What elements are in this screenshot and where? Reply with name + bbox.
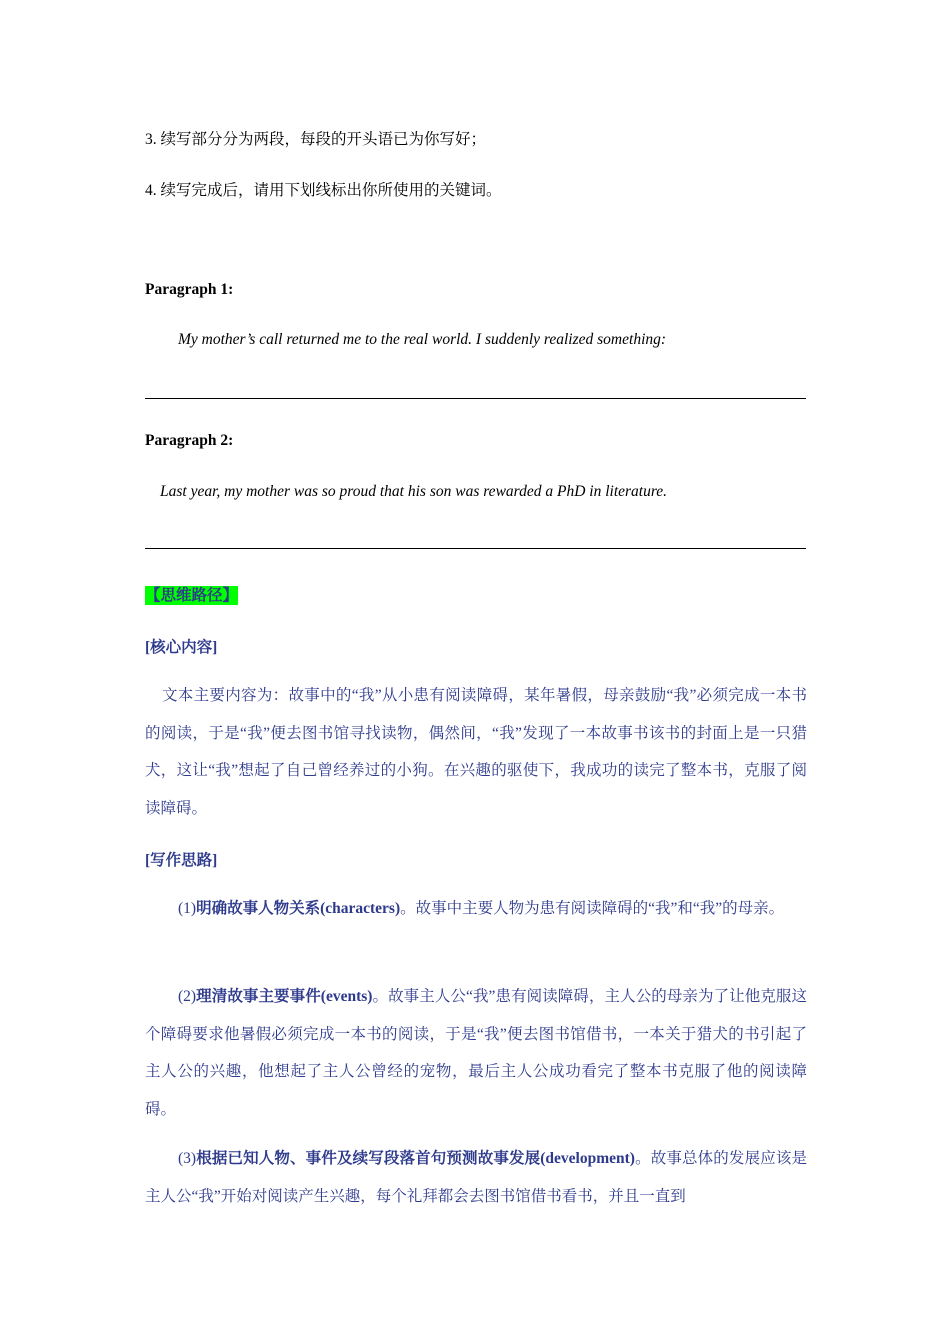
- thinking-heading: [145, 583, 238, 605]
- point-2-num: (2): [178, 988, 197, 1005]
- point-2: [145, 978, 807, 1128]
- point-1: [145, 890, 807, 928]
- instruction-2: 3. 续写部分分为两段，每段的开头语已为你写好；: [145, 131, 487, 148]
- paragraph-1-opening: My mother’s call returned me to the real world. I suddenly realized something:: [178, 331, 667, 348]
- paragraph-2-opening: Last year, my mother was so proud that his son was rewarded a PhD in literature.: [160, 483, 668, 500]
- writing-line-2: [145, 548, 806, 549]
- point-1-text: 。故事中主要人物为患有阅读障碍的“我”和“我”的母亲。: [400, 900, 785, 917]
- core-heading: [核心内容]: [145, 639, 218, 656]
- writing-line-1: [145, 398, 806, 399]
- point-3: [145, 1140, 807, 1215]
- point-3-num: (3): [178, 1150, 197, 1167]
- core-text: 文本主要内容为：故事中的“我”从小患有阅读障碍，某年暑假，母亲鼓励“我”必须完成一本书的阅读，于是“我”便去图书馆寻找读物，偶然间，“我”发现了一本故事书该书的封面上是一只猎犬，这让“我”想起了自己曾经养过的小狗。在兴趣的驱使下，我成功的读完了整本书，克服了阅读障碍。: [145, 687, 807, 817]
- point-2-text: 。故事主人公“我”患有阅读障碍，主人公的母亲为了让他克服这个障碍要求他暑假必须完成一本书的阅读，于是“我”便去图书馆借书，一本关于猎犬的书引起了主人公的兴趣，他想起了主人公曾经的宠物，最后主人公成功看完了整本书克服了他的阅读障碍。: [145, 988, 807, 1118]
- point-3-text: 。故事总体的发展应该是主人公“我”开始对阅读产生兴趣，每个礼拜都会去图书馆借书看书，并且一直到: [145, 1150, 807, 1205]
- paragraph-1-label: Paragraph 1:: [145, 281, 234, 298]
- paragraph-2-label: Paragraph 2:: [145, 432, 234, 449]
- thinking-heading-text: 【思维路径】: [145, 587, 239, 604]
- point-1-num: (1): [178, 900, 197, 917]
- point-1-bold: 明确故事人物关系(characters): [196, 900, 401, 917]
- instruction-3: 4. 续写完成后，请用下划线标出你所使用的关键词。: [145, 182, 502, 199]
- writing-heading: [写作思路]: [145, 852, 218, 869]
- point-3-bold: 根据已知人物、事件及续写段落首句预测故事发展(development): [196, 1150, 635, 1167]
- point-2-bold: 理清故事主要事件(events): [196, 988, 373, 1005]
